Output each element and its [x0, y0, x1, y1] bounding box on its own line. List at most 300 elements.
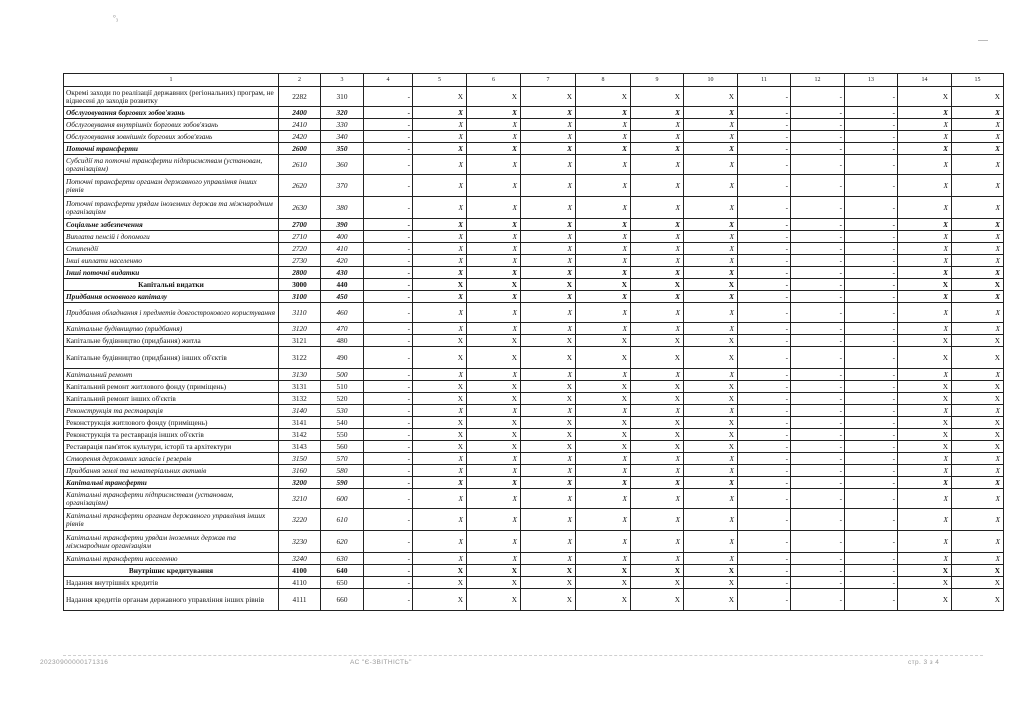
row-x-cell: X	[467, 553, 521, 565]
row-dash-cell: -	[845, 255, 898, 267]
row-dash-cell: -	[845, 441, 898, 453]
row-x-cell: X	[467, 369, 521, 381]
row-dash-cell: -	[364, 175, 413, 197]
row-code: 390	[321, 219, 364, 231]
row-x-cell: X	[631, 143, 684, 155]
row-x-cell: X	[521, 429, 576, 441]
row-x-cell: X	[413, 119, 467, 131]
column-number-9: 9	[631, 74, 684, 87]
row-dash-cell: -	[791, 175, 845, 197]
row-x-cell: X	[521, 267, 576, 279]
row-x-cell: X	[684, 323, 738, 335]
row-x-cell: X	[521, 417, 576, 429]
row-name: Інші виплати населенню	[64, 255, 279, 267]
row-dash-cell: -	[738, 119, 791, 131]
row-dash-cell: -	[364, 417, 413, 429]
row-dash-cell: -	[845, 465, 898, 477]
row-x-cell: X	[576, 565, 631, 577]
row-x-cell: X	[952, 565, 1004, 577]
row-x-cell: X	[631, 347, 684, 369]
row-x-cell: X	[467, 565, 521, 577]
row-x-cell: X	[413, 417, 467, 429]
row-code: 550	[321, 429, 364, 441]
row-x-cell: X	[898, 267, 952, 279]
row-dash-cell: -	[738, 531, 791, 553]
row-name: Реконструкція та реставрація інших об'єктів	[64, 429, 279, 441]
row-x-cell: X	[631, 429, 684, 441]
row-x-cell: X	[631, 577, 684, 589]
row-x-cell: X	[576, 381, 631, 393]
row-dash-cell: -	[364, 531, 413, 553]
row-dash-cell: -	[845, 107, 898, 119]
row-x-cell: X	[898, 175, 952, 197]
row-dash-cell: -	[738, 381, 791, 393]
row-x-cell: X	[684, 219, 738, 231]
row-x-cell: X	[576, 477, 631, 489]
row-dash-cell: -	[364, 369, 413, 381]
row-dash-cell: -	[364, 155, 413, 175]
row-x-cell: X	[631, 279, 684, 291]
column-number-14: 14	[898, 74, 952, 87]
row-x-cell: X	[467, 107, 521, 119]
row-x-cell: X	[952, 107, 1004, 119]
row-x-cell: X	[413, 291, 467, 303]
row-dash-cell: -	[738, 131, 791, 143]
row-x-cell: X	[898, 531, 952, 553]
row-x-cell: X	[898, 429, 952, 441]
row-x-cell: X	[521, 565, 576, 577]
row-code: 350	[321, 143, 364, 155]
row-x-cell: X	[631, 303, 684, 323]
row-x-cell: X	[521, 119, 576, 131]
row-dash-cell: -	[845, 429, 898, 441]
row-name: Поточні трансферти органам державного управління інших рівнів	[64, 175, 279, 197]
table-row	[64, 405, 1004, 417]
table-row	[64, 303, 1004, 323]
row-name: Капітальні видатки	[64, 279, 279, 291]
row-x-cell: X	[684, 197, 738, 219]
row-x-cell: X	[576, 429, 631, 441]
row-x-cell: X	[684, 565, 738, 577]
row-x-cell: X	[521, 279, 576, 291]
row-kekv: 3132	[279, 393, 321, 405]
row-x-cell: X	[952, 323, 1004, 335]
row-code: 560	[321, 441, 364, 453]
row-x-cell: X	[467, 417, 521, 429]
row-x-cell: X	[952, 267, 1004, 279]
row-dash-cell: -	[791, 255, 845, 267]
row-x-cell: X	[952, 453, 1004, 465]
row-kekv: 3130	[279, 369, 321, 381]
row-x-cell: X	[467, 291, 521, 303]
row-x-cell: X	[521, 131, 576, 143]
row-code: 430	[321, 267, 364, 279]
row-x-cell: X	[521, 243, 576, 255]
row-code: 500	[321, 369, 364, 381]
row-x-cell: X	[898, 405, 952, 417]
row-x-cell: X	[631, 323, 684, 335]
row-x-cell: X	[413, 531, 467, 553]
row-x-cell: X	[576, 347, 631, 369]
row-name: Обслуговування боргових зобов'язань	[64, 107, 279, 119]
row-dash-cell: -	[738, 477, 791, 489]
row-x-cell: X	[898, 87, 952, 107]
row-dash-cell: -	[738, 243, 791, 255]
row-kekv: 3160	[279, 465, 321, 477]
row-dash-cell: -	[738, 87, 791, 107]
row-dash-cell: -	[364, 429, 413, 441]
column-number-5: 5	[413, 74, 467, 87]
column-number-1: 1	[64, 74, 279, 87]
column-number-11: 11	[738, 74, 791, 87]
row-dash-cell: -	[845, 589, 898, 611]
row-x-cell: X	[576, 465, 631, 477]
table-row	[64, 347, 1004, 369]
row-dash-cell: -	[364, 489, 413, 509]
row-x-cell: X	[631, 477, 684, 489]
row-x-cell: X	[952, 335, 1004, 347]
row-x-cell: X	[684, 119, 738, 131]
row-dash-cell: -	[738, 429, 791, 441]
column-number-12: 12	[791, 74, 845, 87]
row-x-cell: X	[684, 87, 738, 107]
row-x-cell: X	[684, 231, 738, 243]
row-name: Капітальні трансферти підприємствам (установам, організаціям)	[64, 489, 279, 509]
row-x-cell: X	[898, 381, 952, 393]
row-x-cell: X	[413, 255, 467, 267]
row-x-cell: X	[576, 119, 631, 131]
row-x-cell: X	[576, 323, 631, 335]
row-x-cell: X	[521, 369, 576, 381]
row-code: 480	[321, 335, 364, 347]
row-code: 630	[321, 553, 364, 565]
table-row	[64, 107, 1004, 119]
row-x-cell: X	[898, 219, 952, 231]
row-dash-cell: -	[364, 553, 413, 565]
row-name: Стипендії	[64, 243, 279, 255]
row-kekv: 2720	[279, 243, 321, 255]
row-dash-cell: -	[791, 477, 845, 489]
row-x-cell: X	[631, 291, 684, 303]
row-dash-cell: -	[845, 553, 898, 565]
row-dash-cell: -	[791, 489, 845, 509]
row-dash-cell: -	[364, 291, 413, 303]
row-dash-cell: -	[791, 155, 845, 175]
row-kekv: 3131	[279, 381, 321, 393]
row-x-cell: X	[684, 143, 738, 155]
row-code: 510	[321, 381, 364, 393]
row-x-cell: X	[631, 255, 684, 267]
row-x-cell: X	[521, 589, 576, 611]
row-x-cell: X	[952, 87, 1004, 107]
row-x-cell: X	[684, 477, 738, 489]
row-x-cell: X	[898, 197, 952, 219]
row-dash-cell: -	[845, 577, 898, 589]
table-row	[64, 255, 1004, 267]
row-kekv: 3000	[279, 279, 321, 291]
row-x-cell: X	[631, 417, 684, 429]
footer-page-number: стр. 3 з 4	[908, 659, 940, 666]
table-row	[64, 577, 1004, 589]
row-x-cell: X	[898, 369, 952, 381]
row-x-cell: X	[467, 509, 521, 531]
row-dash-cell: -	[738, 303, 791, 323]
row-kekv: 3110	[279, 303, 321, 323]
row-dash-cell: -	[738, 143, 791, 155]
row-x-cell: X	[576, 441, 631, 453]
row-dash-cell: -	[845, 131, 898, 143]
row-code: 640	[321, 565, 364, 577]
row-kekv: 3140	[279, 405, 321, 417]
table-row	[64, 175, 1004, 197]
row-x-cell: X	[521, 231, 576, 243]
row-name: Капітальне будівництво (придбання) житла	[64, 335, 279, 347]
row-x-cell: X	[952, 347, 1004, 369]
row-dash-cell: -	[364, 279, 413, 291]
row-x-cell: X	[952, 243, 1004, 255]
row-x-cell: X	[898, 107, 952, 119]
row-dash-cell: -	[845, 477, 898, 489]
row-kekv: 2600	[279, 143, 321, 155]
row-x-cell: X	[952, 119, 1004, 131]
row-x-cell: X	[467, 405, 521, 417]
row-x-cell: X	[576, 131, 631, 143]
table-row	[64, 589, 1004, 611]
row-dash-cell: -	[845, 323, 898, 335]
row-kekv: 3100	[279, 291, 321, 303]
row-x-cell: X	[684, 255, 738, 267]
row-x-cell: X	[576, 155, 631, 175]
row-code: 460	[321, 303, 364, 323]
row-dash-cell: -	[364, 465, 413, 477]
row-x-cell: X	[521, 303, 576, 323]
row-dash-cell: -	[738, 255, 791, 267]
table-row	[64, 87, 1004, 107]
row-x-cell: X	[952, 489, 1004, 509]
table-row	[64, 465, 1004, 477]
row-x-cell: X	[952, 255, 1004, 267]
row-x-cell: X	[521, 175, 576, 197]
row-dash-cell: -	[791, 219, 845, 231]
row-dash-cell: -	[791, 143, 845, 155]
row-dash-cell: -	[845, 243, 898, 255]
column-number-2: 2	[279, 74, 321, 87]
row-x-cell: X	[467, 335, 521, 347]
row-x-cell: X	[576, 197, 631, 219]
row-x-cell: X	[631, 197, 684, 219]
row-x-cell: X	[631, 219, 684, 231]
row-x-cell: X	[631, 565, 684, 577]
row-x-cell: X	[684, 303, 738, 323]
row-x-cell: X	[413, 335, 467, 347]
table-row	[64, 509, 1004, 531]
row-dash-cell: -	[738, 489, 791, 509]
row-kekv: 3141	[279, 417, 321, 429]
row-x-cell: X	[467, 589, 521, 611]
row-dash-cell: -	[791, 381, 845, 393]
row-dash-cell: -	[845, 417, 898, 429]
row-dash-cell: -	[364, 509, 413, 531]
row-x-cell: X	[631, 119, 684, 131]
row-kekv: 3120	[279, 323, 321, 335]
row-x-cell: X	[684, 429, 738, 441]
row-x-cell: X	[521, 197, 576, 219]
row-code: 650	[321, 577, 364, 589]
table-row	[64, 131, 1004, 143]
table-row	[64, 219, 1004, 231]
row-dash-cell: -	[791, 119, 845, 131]
row-x-cell: X	[898, 131, 952, 143]
row-x-cell: X	[413, 197, 467, 219]
row-dash-cell: -	[791, 303, 845, 323]
row-x-cell: X	[467, 87, 521, 107]
row-x-cell: X	[631, 131, 684, 143]
row-dash-cell: -	[845, 175, 898, 197]
row-kekv: 3200	[279, 477, 321, 489]
row-code: 580	[321, 465, 364, 477]
row-x-cell: X	[467, 197, 521, 219]
row-dash-cell: -	[791, 369, 845, 381]
row-x-cell: X	[521, 489, 576, 509]
row-x-cell: X	[576, 243, 631, 255]
row-x-cell: X	[576, 255, 631, 267]
table-row	[64, 381, 1004, 393]
row-dash-cell: -	[845, 393, 898, 405]
row-x-cell: X	[467, 279, 521, 291]
row-dash-cell: -	[738, 291, 791, 303]
row-dash-cell: -	[364, 87, 413, 107]
row-x-cell: X	[684, 509, 738, 531]
row-x-cell: X	[684, 335, 738, 347]
row-code: 310	[321, 87, 364, 107]
row-dash-cell: -	[738, 565, 791, 577]
table-row	[64, 335, 1004, 347]
row-name: Придбання основного капіталу	[64, 291, 279, 303]
row-code: 620	[321, 531, 364, 553]
row-x-cell: X	[413, 107, 467, 119]
row-x-cell: X	[684, 381, 738, 393]
row-x-cell: X	[952, 197, 1004, 219]
row-dash-cell: -	[845, 231, 898, 243]
row-x-cell: X	[413, 589, 467, 611]
row-x-cell: X	[413, 565, 467, 577]
row-x-cell: X	[952, 155, 1004, 175]
row-dash-cell: -	[845, 143, 898, 155]
footer-system-name: АС "Є-ЗВІТНІСТЬ"	[350, 659, 412, 666]
row-dash-cell: -	[364, 243, 413, 255]
row-code: 490	[321, 347, 364, 369]
row-x-cell: X	[898, 323, 952, 335]
row-dash-cell: -	[738, 279, 791, 291]
row-x-cell: X	[467, 303, 521, 323]
row-x-cell: X	[576, 405, 631, 417]
row-x-cell: X	[576, 509, 631, 531]
row-x-cell: X	[952, 441, 1004, 453]
row-name: Капітальний ремонт житлового фонду (приміщень)	[64, 381, 279, 393]
row-x-cell: X	[952, 477, 1004, 489]
footer-document-id: 20230900000171316	[40, 659, 109, 666]
row-x-cell: X	[952, 405, 1004, 417]
row-x-cell: X	[684, 405, 738, 417]
row-code: 360	[321, 155, 364, 175]
row-x-cell: X	[952, 175, 1004, 197]
row-x-cell: X	[684, 441, 738, 453]
row-name: Капітальний ремонт	[64, 369, 279, 381]
column-number-15: 15	[952, 74, 1004, 87]
table-row	[64, 369, 1004, 381]
row-dash-cell: -	[738, 393, 791, 405]
row-dash-cell: -	[364, 565, 413, 577]
row-dash-cell: -	[364, 381, 413, 393]
row-x-cell: X	[413, 393, 467, 405]
table-row	[64, 143, 1004, 155]
row-x-cell: X	[684, 577, 738, 589]
row-x-cell: X	[467, 219, 521, 231]
row-x-cell: X	[576, 553, 631, 565]
row-x-cell: X	[898, 453, 952, 465]
row-x-cell: X	[631, 369, 684, 381]
row-x-cell: X	[952, 393, 1004, 405]
row-kekv: 3150	[279, 453, 321, 465]
row-dash-cell: -	[738, 197, 791, 219]
row-x-cell: X	[413, 303, 467, 323]
row-x-cell: X	[631, 155, 684, 175]
row-x-cell: X	[521, 87, 576, 107]
row-x-cell: X	[467, 267, 521, 279]
row-dash-cell: -	[364, 267, 413, 279]
row-name: Реставрація пам'яток культури, історії та архітектури	[64, 441, 279, 453]
row-x-cell: X	[631, 267, 684, 279]
row-x-cell: X	[576, 577, 631, 589]
row-dash-cell: -	[791, 441, 845, 453]
row-kekv: 2700	[279, 219, 321, 231]
column-number-3: 3	[321, 74, 364, 87]
row-x-cell: X	[898, 243, 952, 255]
row-x-cell: X	[898, 465, 952, 477]
row-dash-cell: -	[791, 589, 845, 611]
row-code: 470	[321, 323, 364, 335]
row-name: Виплата пенсій і допомоги	[64, 231, 279, 243]
row-x-cell: X	[952, 231, 1004, 243]
row-kekv: 3220	[279, 509, 321, 531]
row-name: Соціальне забезпечення	[64, 219, 279, 231]
row-x-cell: X	[952, 553, 1004, 565]
row-x-cell: X	[576, 453, 631, 465]
row-x-cell: X	[952, 143, 1004, 155]
row-x-cell: X	[576, 219, 631, 231]
row-code: 400	[321, 231, 364, 243]
row-dash-cell: -	[791, 243, 845, 255]
row-x-cell: X	[521, 143, 576, 155]
row-x-cell: X	[952, 417, 1004, 429]
row-dash-cell: -	[738, 405, 791, 417]
row-x-cell: X	[898, 155, 952, 175]
row-x-cell: X	[631, 465, 684, 477]
row-x-cell: X	[576, 87, 631, 107]
row-x-cell: X	[413, 453, 467, 465]
row-code: 420	[321, 255, 364, 267]
row-x-cell: X	[684, 589, 738, 611]
row-dash-cell: -	[364, 577, 413, 589]
row-code: 520	[321, 393, 364, 405]
row-x-cell: X	[521, 381, 576, 393]
row-x-cell: X	[631, 243, 684, 255]
row-dash-cell: -	[791, 553, 845, 565]
row-dash-cell: -	[791, 87, 845, 107]
row-x-cell: X	[413, 87, 467, 107]
row-dash-cell: -	[791, 267, 845, 279]
row-x-cell: X	[952, 531, 1004, 553]
